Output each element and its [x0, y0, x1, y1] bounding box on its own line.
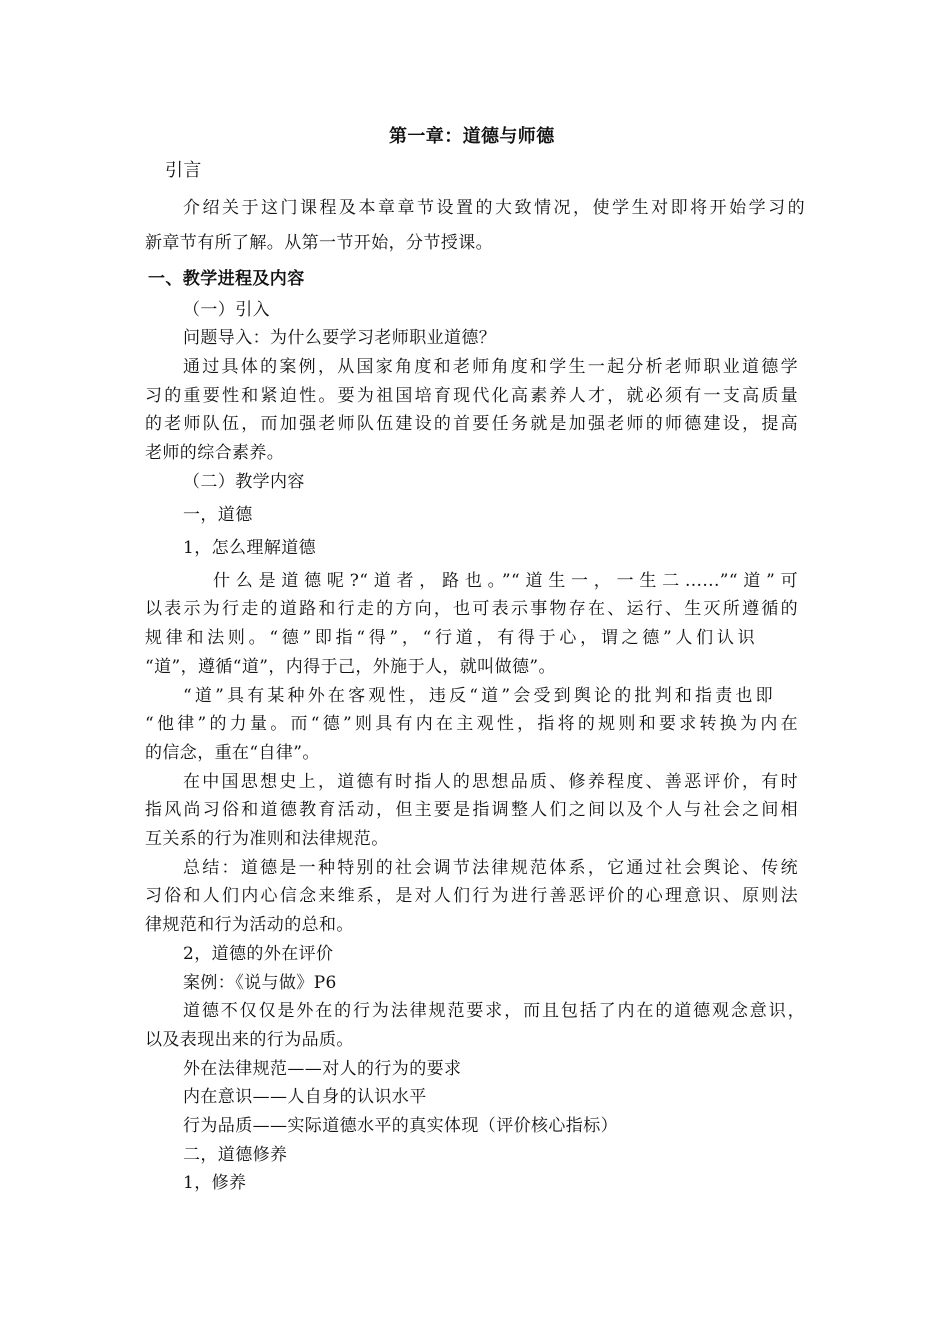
- intro-heading: 引言: [165, 160, 202, 181]
- para-law-line-1: “道”具有某种外在客观性，违反“道”会受到舆论的批判和指责也即: [183, 686, 773, 706]
- para-history-line-3: 互关系的行为准则和法律规范。: [145, 829, 389, 849]
- list-item-norms: 外在法律规范——对人的行为的要求: [183, 1059, 462, 1079]
- sub2-heading: （二）教学内容: [183, 472, 305, 492]
- part1-heading: 一，道德: [183, 505, 253, 525]
- para-intro-line-4: 老师的综合素养。: [145, 443, 285, 463]
- item2-heading: 2，道德的外在评价: [183, 944, 334, 964]
- para-summary-line-3: 律规范和行为活动的总和。: [145, 915, 354, 935]
- para-dao-line-3: 规律和法则。“德”即指“得”，“行道，有得于心，谓之德”人们认识: [145, 628, 755, 648]
- para-law-line-2: “他律”的力量。而“德”则具有内在主观性，指将的规则和要求转换为内在: [145, 714, 798, 734]
- para-dao-line-1: 什么是道德呢?“道者，路也。”“道生一，一生二......”“道”可: [213, 571, 798, 591]
- chapter-title: 第一章：道德与师德: [389, 126, 555, 147]
- intro-line-1: 介绍关于这门课程及本章章节设置的大致情况，使学生对即将开始学习的: [183, 198, 805, 218]
- para-intro-line-2: 习的重要性和紧迫性。要为祖国培育现代化高素养人才，就必须有一支高质量: [145, 386, 798, 406]
- para-external-line-2: 以及表现出来的行为品质。: [145, 1030, 354, 1050]
- sub1-heading: （一）引入: [183, 300, 270, 320]
- para-intro-line-1: 通过具体的案例，从国家角度和老师角度和学生一起分析老师职业道德学: [183, 357, 798, 377]
- para-external-line-1: 道德不仅仅是外在的行为法律规范要求，而且包括了内在的道德观念意识，: [183, 1001, 805, 1021]
- para-history-line-1: 在中国思想史上，道德有时指人的思想品质、修养程度、善恶评价，有时: [183, 772, 798, 792]
- para-dao-line-2: 以表示为行走的道路和行走的方向，也可表示事物存在、运行、生灭所遵循的: [145, 599, 798, 619]
- case-line: 案例：《说与做》P6: [183, 973, 337, 993]
- para-summary-line-2: 习俗和人们内心信念来维系，是对人们行为进行善恶评价的心理意识、原则法: [145, 886, 798, 906]
- item1-heading: 1，怎么理解道德: [183, 538, 317, 558]
- item3-heading: 1，修养: [183, 1173, 247, 1193]
- intro-line-2: 新章节有所了解。从第一节开始，分节授课。: [145, 233, 493, 253]
- para-law-line-3: 的信念，重在“自律”。: [145, 743, 320, 763]
- part2-heading: 二，道德修养: [183, 1145, 288, 1165]
- list-item-quality: 行为品质——实际道德水平的真实体现（评价核心指标）: [183, 1116, 618, 1136]
- para-intro-line-3: 的老师队伍，而加强老师队伍建设的首要任务就是加强老师的师德建设，提高: [145, 414, 798, 434]
- section1-heading: 一、教学进程及内容: [148, 269, 305, 289]
- question-line: 问题导入：为什么要学习老师职业道德？: [183, 328, 497, 348]
- para-dao-line-4: “道”，遵循“道”，内得于己，外施于人，就叫做德”。: [145, 657, 556, 677]
- para-history-line-2: 指风尚习俗和道德教育活动，但主要是指调整人们之间以及个人与社会之间相: [145, 800, 798, 820]
- list-item-awareness: 内在意识——人自身的认识水平: [183, 1087, 427, 1107]
- para-summary-line-1: 总结：道德是一种特别的社会调节法律规范体系，它通过社会舆论、传统: [183, 858, 798, 878]
